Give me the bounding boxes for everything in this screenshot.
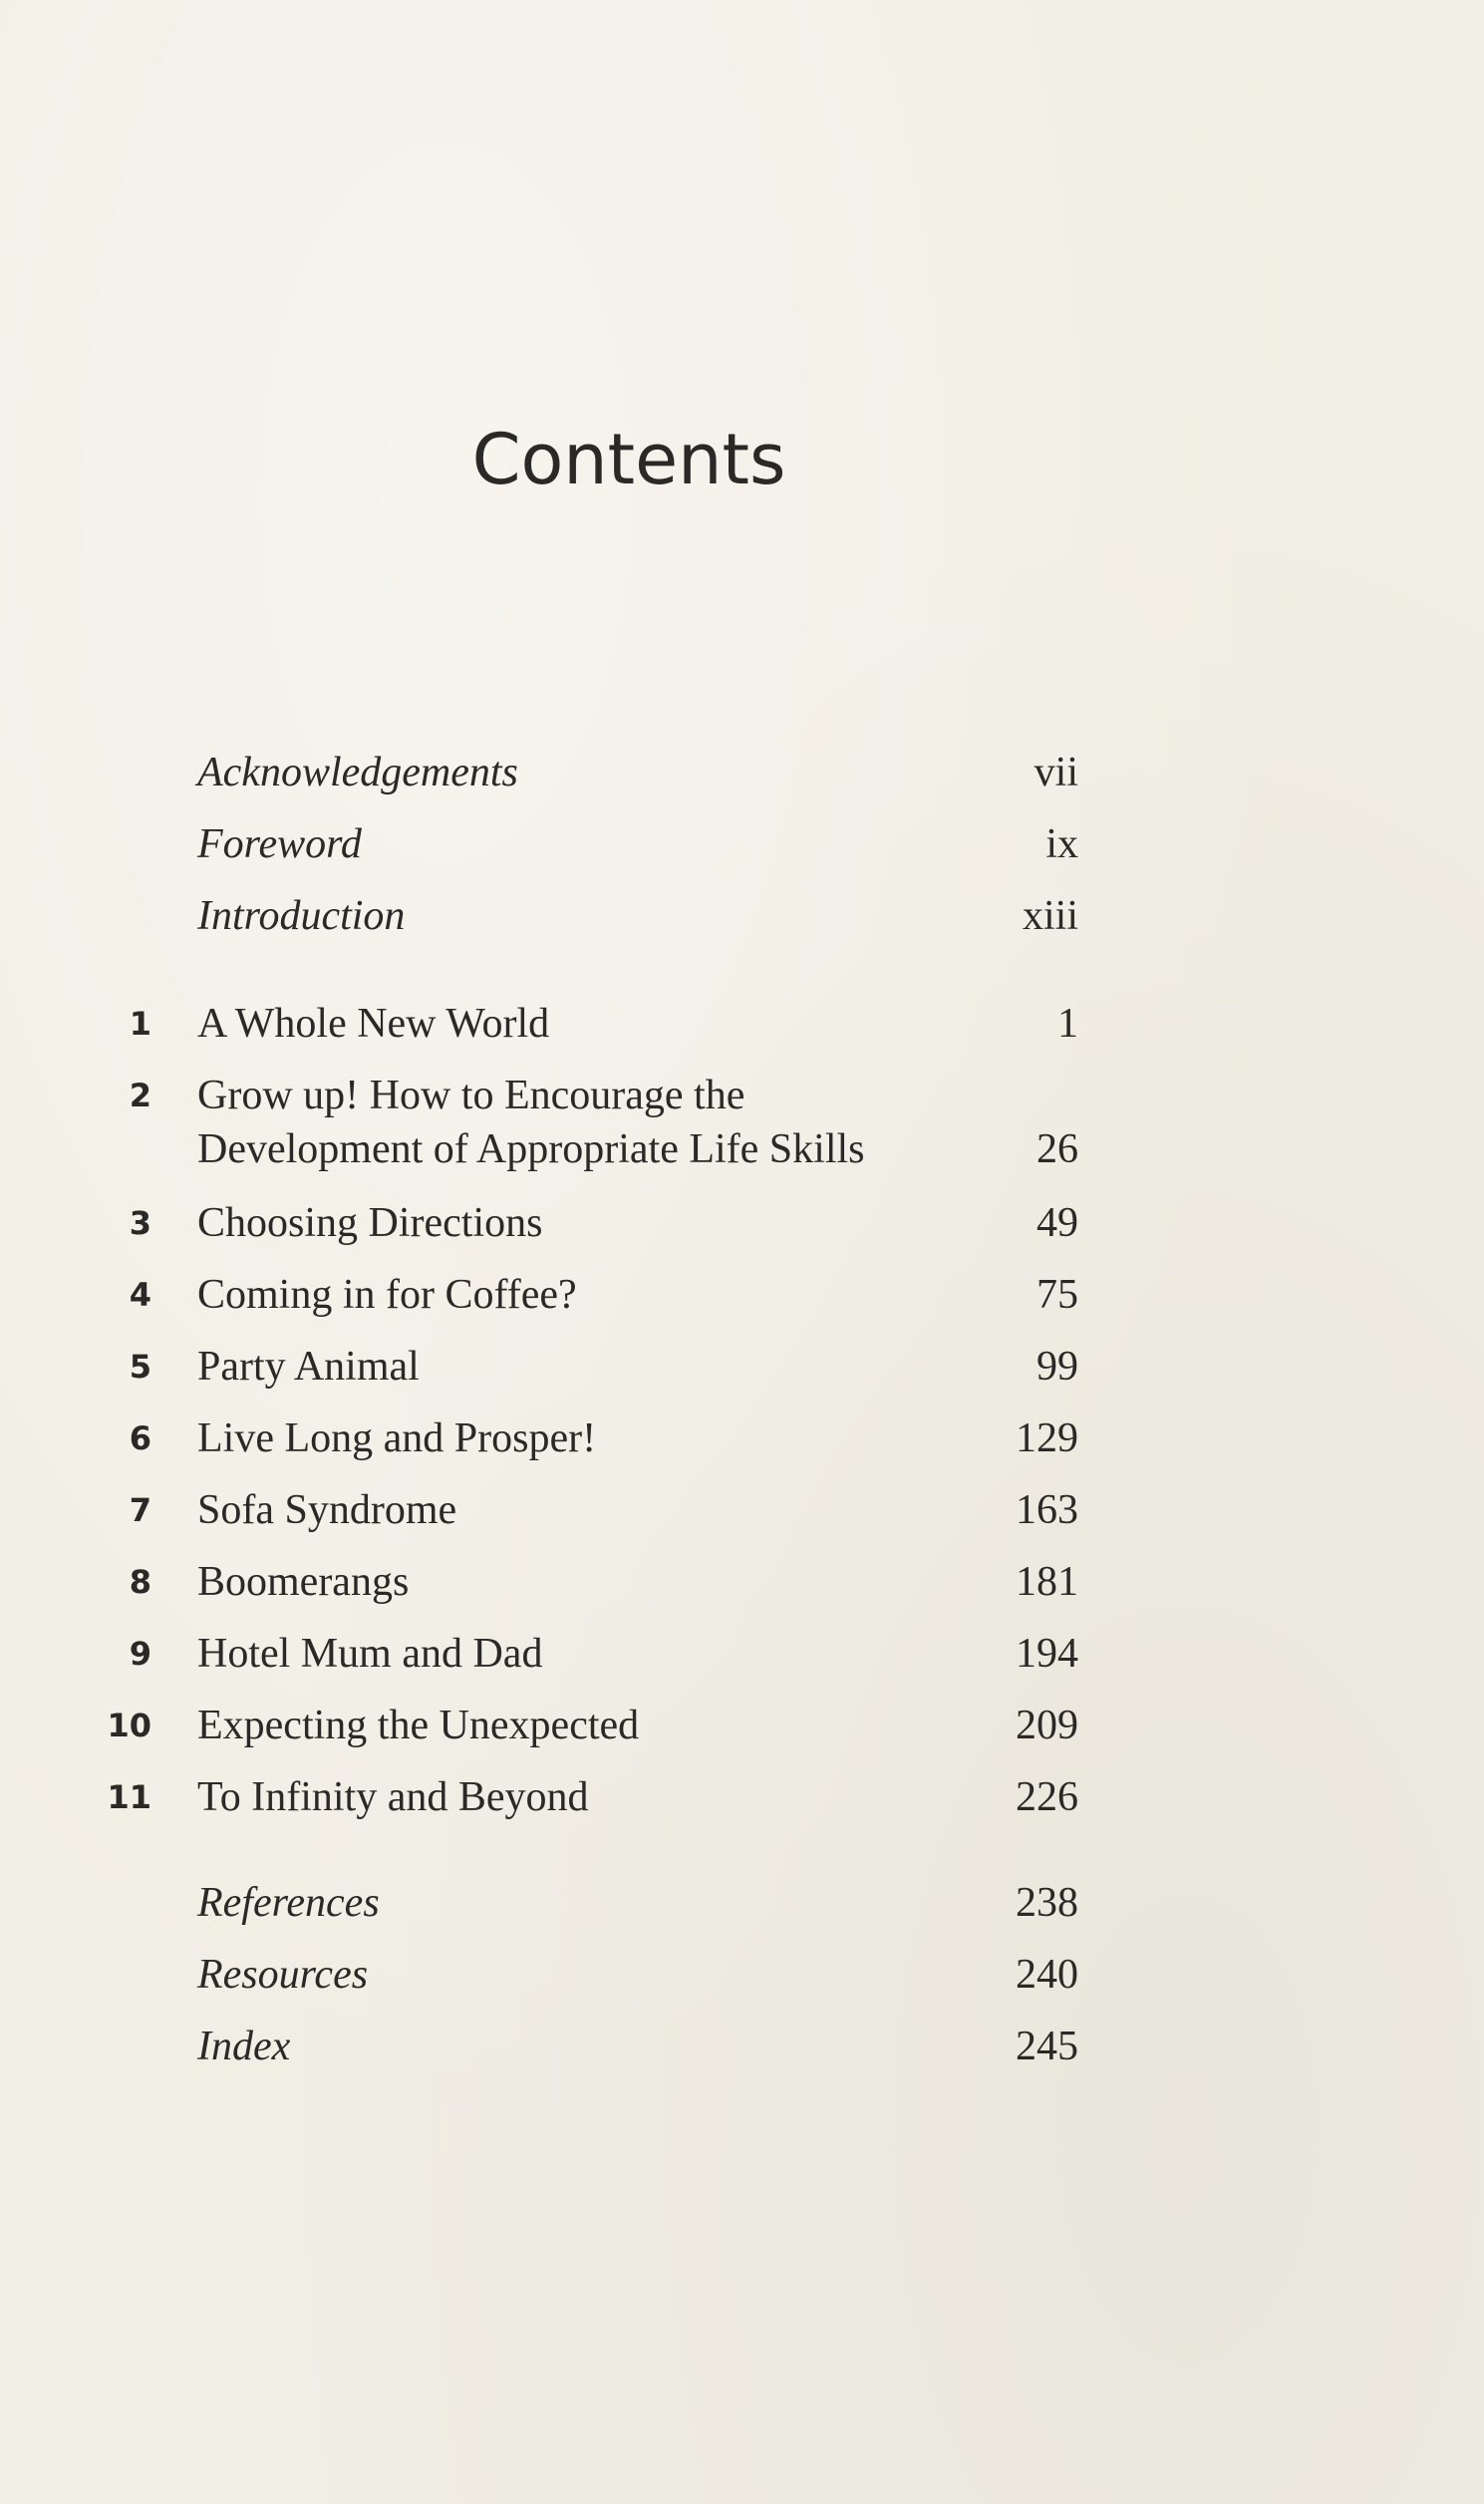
toc-entry-page: 238 bbox=[1016, 1880, 1078, 1926]
toc-entry-title: Foreword bbox=[197, 821, 362, 867]
page-title: Contents bbox=[471, 419, 786, 500]
toc-entry-title: Introduction bbox=[197, 893, 406, 939]
chapter-title bbox=[197, 1069, 865, 1176]
chapter-title bbox=[197, 1268, 577, 1322]
chapter-page: 194 bbox=[1016, 1631, 1078, 1677]
toc-chapter-5 bbox=[0, 1340, 1484, 1400]
toc-entry-index bbox=[0, 2020, 1484, 2079]
chapter-page: 26 bbox=[1037, 1126, 1078, 1172]
chapter-number: 2 bbox=[129, 1077, 151, 1114]
toc-entry-page: 245 bbox=[1016, 2024, 1078, 2069]
chapter-number: 6 bbox=[129, 1419, 151, 1457]
chapter-number: 11 bbox=[107, 1778, 151, 1816]
toc-chapter-8 bbox=[0, 1555, 1484, 1615]
chapter-title bbox=[197, 1699, 639, 1752]
toc-chapter-10 bbox=[0, 1699, 1484, 1758]
toc-entry-foreword bbox=[0, 817, 1484, 877]
chapter-title-line: Sofa Syndrome bbox=[197, 1487, 457, 1533]
chapter-number: 1 bbox=[129, 1005, 151, 1043]
toc-chapter-1 bbox=[0, 997, 1484, 1057]
chapter-page: 181 bbox=[1016, 1559, 1078, 1605]
chapter-title-line: Hotel Mum and Dad bbox=[197, 1631, 543, 1677]
chapter-title bbox=[197, 1411, 596, 1465]
toc-entry-title: Acknowledgements bbox=[197, 750, 518, 795]
toc-entry-title: References bbox=[197, 1880, 380, 1926]
chapter-title bbox=[197, 997, 549, 1051]
chapter-title bbox=[197, 1555, 409, 1609]
chapter-page: 75 bbox=[1037, 1272, 1078, 1318]
chapter-title-line: A Whole New World bbox=[197, 1001, 550, 1047]
toc-entry-title: Index bbox=[197, 2024, 291, 2069]
chapter-page: 99 bbox=[1037, 1344, 1078, 1390]
toc-entry-page: 240 bbox=[1016, 1952, 1078, 1998]
toc-chapter-7 bbox=[0, 1483, 1484, 1543]
toc-chapter-11 bbox=[0, 1770, 1484, 1830]
toc-entry-page: ix bbox=[1045, 821, 1078, 867]
toc-entry-title: Resources bbox=[197, 1952, 369, 1998]
chapter-page: 163 bbox=[1016, 1487, 1078, 1533]
chapter-number: 8 bbox=[129, 1563, 151, 1601]
toc-entry-resources bbox=[0, 1948, 1484, 2008]
toc-entry-page: xiii bbox=[1022, 893, 1078, 939]
chapter-title bbox=[197, 1770, 589, 1824]
chapter-title-line: Coming in for Coffee? bbox=[197, 1272, 577, 1318]
chapter-page: 129 bbox=[1016, 1415, 1078, 1461]
toc-entry-references bbox=[0, 1876, 1484, 1936]
toc-chapter-9 bbox=[0, 1627, 1484, 1687]
chapter-title-line: Live Long and Prosper! bbox=[197, 1415, 597, 1461]
chapter-title-line: Choosing Directions bbox=[197, 1200, 543, 1246]
chapter-title-line: Expecting the Unexpected bbox=[197, 1703, 640, 1748]
toc-entry-acknowledgements bbox=[0, 746, 1484, 805]
chapter-number: 9 bbox=[129, 1635, 151, 1673]
chapter-page: 49 bbox=[1037, 1200, 1078, 1246]
chapter-title bbox=[197, 1196, 542, 1250]
toc-chapter-4 bbox=[0, 1268, 1484, 1328]
toc-entry-introduction bbox=[0, 889, 1484, 949]
chapter-title-line: Grow up! How to Encourage the bbox=[197, 1073, 745, 1118]
chapter-title bbox=[197, 1340, 420, 1394]
chapter-page: 226 bbox=[1016, 1774, 1078, 1820]
chapter-number: 5 bbox=[129, 1348, 151, 1386]
toc-chapter-3 bbox=[0, 1196, 1484, 1256]
chapter-title bbox=[197, 1627, 542, 1681]
chapter-title-line: Development of Appropriate Life Skills bbox=[197, 1126, 865, 1172]
toc-chapter-6 bbox=[0, 1411, 1484, 1471]
toc-chapter-2 bbox=[0, 1069, 1484, 1182]
chapter-number: 10 bbox=[107, 1707, 151, 1744]
chapter-page: 1 bbox=[1057, 1001, 1078, 1047]
chapter-page: 209 bbox=[1016, 1703, 1078, 1748]
chapter-title-line: Party Animal bbox=[197, 1344, 420, 1390]
chapter-number: 4 bbox=[129, 1276, 151, 1314]
chapter-number: 3 bbox=[129, 1204, 151, 1242]
toc-entry-page: vii bbox=[1034, 750, 1078, 795]
chapter-title-line: Boomerangs bbox=[197, 1559, 410, 1605]
chapter-title bbox=[197, 1483, 456, 1537]
chapter-number: 7 bbox=[129, 1491, 151, 1529]
chapter-title-line: To Infinity and Beyond bbox=[197, 1774, 589, 1820]
